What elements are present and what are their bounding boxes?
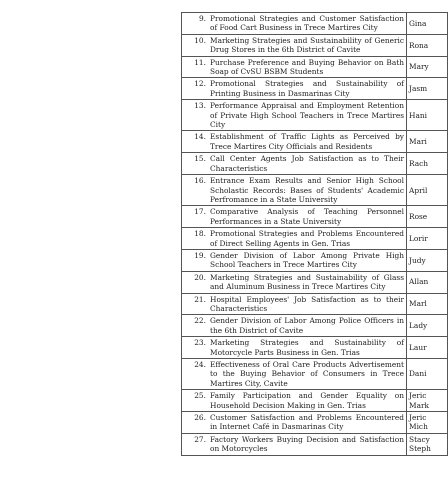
researcher-name: Mich [409, 422, 428, 432]
table-row [182, 337, 448, 359]
research-title: Marketing Strategies and Sustainability of Motorcycle Parts Business in Gen. Trias [210, 338, 404, 357]
title-cell [182, 337, 407, 359]
title-cell [182, 315, 407, 337]
research-title: Promotional Strategies and Sustainability of Printing Business in Dasmarinas City [210, 79, 404, 98]
researcher-name: Jasm [409, 84, 428, 94]
row-number: 11. [194, 57, 206, 67]
title-cell [182, 78, 407, 100]
researcher-name: Rach [409, 158, 429, 168]
row-number: 21. [194, 294, 206, 304]
research-title: Effectiveness of Oral Care Products Advertisement to the Buying Behavior of Consumers in Trece Martires City, Cavite [210, 360, 404, 388]
researcher-cell [407, 228, 448, 250]
research-title: Customer Satisfaction and Problems Encountered in Internet Café in Dasmarinas City [210, 413, 404, 432]
title-cell [182, 175, 407, 206]
research-title: Promotional Strategies and Problems Encountered of Direct Selling Agents in Gen. Trias [210, 229, 404, 248]
table-row [182, 359, 448, 390]
title-cell [182, 206, 407, 228]
title-cell [182, 13, 407, 35]
research-titles-table [181, 12, 448, 456]
title-cell [182, 56, 407, 78]
research-title: Factory Workers Buying Decision and Satisfaction on Motorcycles [210, 434, 404, 454]
researcher-cell [407, 271, 448, 293]
researcher-name: Gina [409, 18, 427, 28]
row-number: 13. [194, 101, 206, 111]
row-number: 27. [194, 434, 206, 444]
research-title: Gender Division of Labor Among Police Officers in the 6th District of Cavite [210, 316, 404, 335]
researcher-cell [407, 153, 448, 175]
title-cell [182, 433, 407, 455]
researcher-cell [407, 249, 448, 271]
title-cell [182, 100, 407, 131]
researcher-name: Hani [409, 110, 427, 120]
researcher-cell [407, 100, 448, 131]
table-row [182, 78, 448, 100]
researcher-name: Jeric [409, 391, 427, 401]
researcher-cell [407, 206, 448, 228]
researcher-cell [407, 433, 448, 455]
researcher-name: Lorir [409, 233, 428, 243]
table-row [182, 390, 448, 412]
researcher-cell [407, 175, 448, 206]
title-cell [182, 390, 407, 412]
researcher-name: Marl [409, 299, 427, 309]
title-cell [182, 249, 407, 271]
row-number: 23. [194, 338, 206, 348]
table-row [182, 228, 448, 250]
row-number: 14. [194, 132, 206, 142]
research-title: Marketing Strategies and Sustainability of Glass and Aluminum Business in Trece Martires City [210, 272, 404, 292]
table-row [182, 13, 448, 35]
table-row [182, 433, 448, 455]
title-cell [182, 271, 407, 293]
table-row [182, 249, 448, 271]
table-row [182, 131, 448, 153]
row-number: 20. [194, 272, 206, 282]
researcher-cell [407, 337, 448, 359]
researcher-name: Steph [409, 444, 431, 454]
table-row [182, 315, 448, 337]
table-row [182, 412, 448, 434]
researcher-name: Judy [409, 255, 426, 265]
researcher-cell [407, 56, 448, 78]
researcher-cell [407, 131, 448, 153]
row-number: 26. [194, 413, 206, 423]
researcher-name: Dani [409, 369, 427, 379]
research-title: Marketing Strategies and Sustainability of Generic Drug Stores in the 6th District of Cavite [210, 35, 404, 55]
researcher-name: Mari [409, 137, 427, 147]
row-number: 9. [198, 14, 206, 23]
researcher-cell [407, 13, 448, 35]
researcher-name: Mary [409, 62, 429, 72]
table-row [182, 100, 448, 131]
title-cell [182, 412, 407, 434]
row-number: 18. [194, 229, 206, 239]
research-title: Family Participation and Gender Equality on Household Decision Making in Gen. Trias [210, 391, 404, 410]
researcher-cell [407, 34, 448, 56]
row-number: 16. [194, 176, 206, 186]
research-title: Performance Appraisal and Employment Retention of Private High School Teachers in Trece Martires City [210, 101, 404, 130]
research-title: Entrance Exam Results and Senior High School Scholastic Records: Bases of Students' Academic Perfromance in a State University [210, 176, 404, 204]
title-cell [182, 153, 407, 175]
researcher-name: Allan [409, 277, 429, 287]
researcher-name: Rose [409, 212, 428, 222]
table-row [182, 175, 448, 206]
researcher-cell [407, 412, 448, 434]
research-title: Call Center Agents Job Satisfaction as to Their Characteristics [210, 154, 404, 173]
researcher-name: Rona [409, 40, 429, 50]
research-title: Establishment of Traffic Lights as Perceived by Trece Martires City Officials and Residents [210, 132, 404, 151]
table-row [182, 56, 448, 78]
row-number: 24. [194, 360, 206, 369]
row-number: 22. [194, 316, 206, 326]
researcher-cell [407, 359, 448, 390]
row-number: 10. [194, 35, 206, 45]
table-row [182, 206, 448, 228]
researcher-cell [407, 315, 448, 337]
researcher-name: Laur [409, 342, 427, 352]
row-number: 12. [194, 79, 206, 89]
researcher-name: April [409, 185, 428, 195]
researcher-cell [407, 78, 448, 100]
research-title: Hospital Employees' Job Satisfaction as to their Characteristics [210, 294, 404, 313]
research-title: Purchase Preference and Buying Behavior on Bath Soap of CvSU BSBM Students [210, 57, 404, 77]
researcher-name: Mark [409, 400, 429, 410]
row-number: 17. [194, 207, 206, 217]
title-cell [182, 359, 407, 390]
table-body [182, 13, 448, 456]
row-number: 25. [194, 391, 206, 401]
title-cell [182, 34, 407, 56]
title-cell [182, 293, 407, 315]
table-row [182, 34, 448, 56]
table-row [182, 293, 448, 315]
researcher-cell [407, 390, 448, 412]
row-number: 19. [194, 250, 206, 260]
table-row [182, 271, 448, 293]
research-title: Promotional Strategies and Customer Satisfaction of Food Cart Business in Trece Martires City [210, 14, 404, 33]
table-row [182, 153, 448, 175]
researcher-name: Jeric [409, 413, 427, 423]
research-title: Gender Division of Labor Among Private High School Teachers in Trece Martires City [210, 250, 404, 270]
researcher-name: Lady [409, 321, 428, 331]
title-cell [182, 131, 407, 153]
research-title: Comparative Analysis of Teaching Personnel Performances in a State University [210, 207, 404, 226]
researcher-name: Stacy [409, 434, 430, 444]
title-cell [182, 228, 407, 250]
row-number: 15. [194, 154, 206, 164]
researcher-cell [407, 293, 448, 315]
